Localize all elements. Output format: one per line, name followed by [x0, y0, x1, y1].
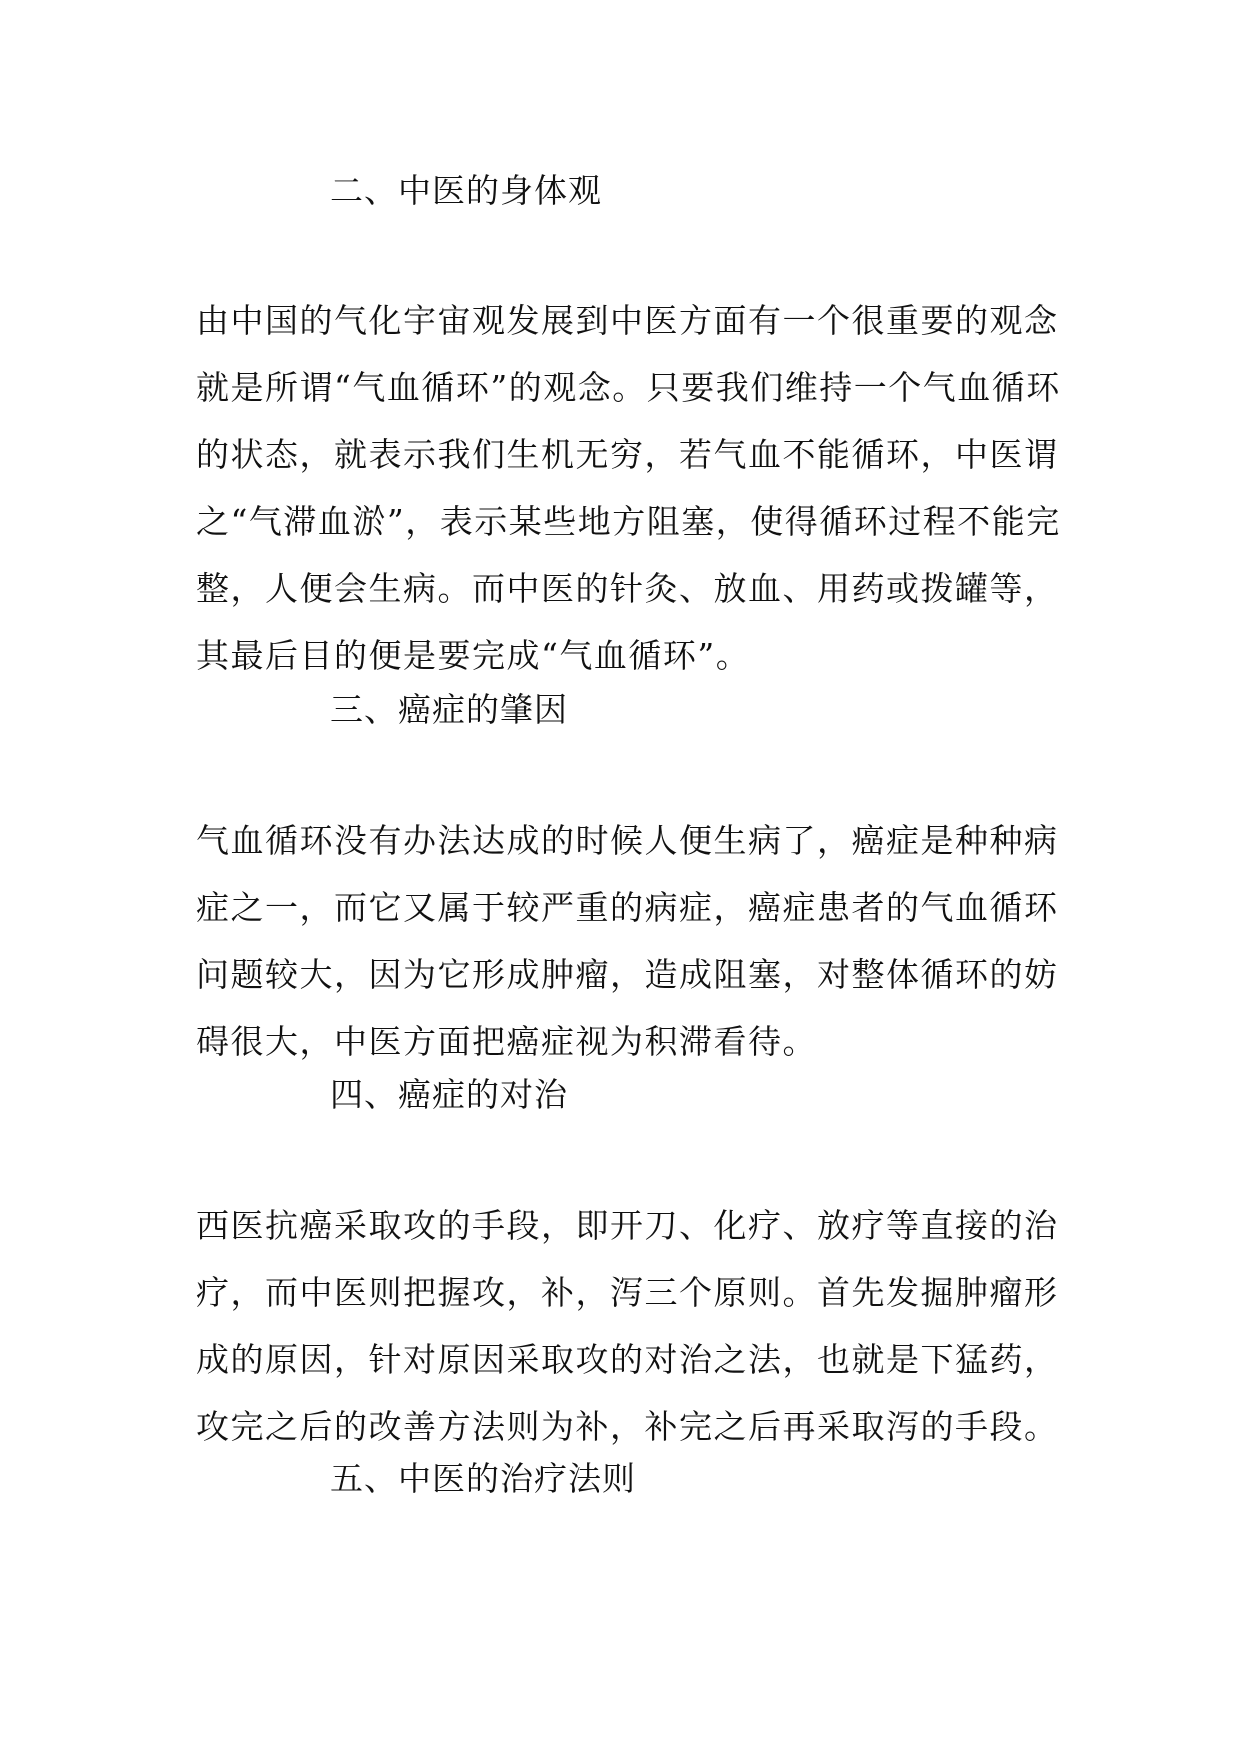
paragraph-line: 成的原因，针对原因采取攻的对治之法，也就是下猛药，	[196, 1340, 1059, 1379]
paragraph-line: 西医抗癌采取攻的手段，即开刀、化疗、放疗等直接的治	[196, 1206, 1059, 1245]
paragraph-cancer-treatment	[196, 1192, 1059, 1460]
paragraph-line: 气血循环没有办法达成的时候人便生病了，癌症是种种病	[196, 821, 1059, 860]
paragraph-line: 碍很大，中医方面把癌症视为积滞看待。	[196, 1022, 817, 1061]
paragraph-line: 攻完之后的改善方法则为补，补完之后再采取泻的手段。	[196, 1407, 1059, 1446]
paragraph-line: 问题较大，因为它形成肿瘤，造成阻塞，对整体循环的妨	[196, 955, 1059, 994]
paragraph-line: 就是所谓“气血循环”的观念。只要我们维持一个气血循环	[196, 368, 1061, 407]
paragraph-line: 由中国的气化宇宙观发展到中医方面有一个很重要的观念	[196, 301, 1059, 340]
section-heading-treatment-principles: 五、中医的治疗法则	[330, 1459, 636, 1498]
paragraph-cancer-cause	[196, 807, 1059, 1075]
paragraph-line: 之“气滞血淤”，表示某些地方阻塞，使得循环过程不能完	[196, 502, 1061, 541]
paragraph-line: 其最后目的便是要完成“气血循环”。	[196, 636, 751, 675]
section-heading-cancer-treatment: 四、癌症的对治	[330, 1075, 568, 1114]
paragraph-body-view	[196, 287, 1061, 689]
paragraph-line: 症之一，而它又属于较严重的病症，癌症患者的气血循环	[196, 888, 1059, 927]
section-heading-body-view: 二、中医的身体观	[330, 171, 602, 210]
paragraph-line: 疗，而中医则把握攻，补，泻三个原则。首先发掘肿瘤形	[196, 1273, 1059, 1312]
paragraph-line: 的状态，就表示我们生机无穷，若气血不能循环，中医谓	[196, 435, 1059, 474]
section-heading-cancer-cause: 三、癌症的肇因	[330, 690, 568, 729]
paragraph-line: 整，人便会生病。而中医的针灸、放血、用药或拨罐等，	[196, 569, 1059, 608]
